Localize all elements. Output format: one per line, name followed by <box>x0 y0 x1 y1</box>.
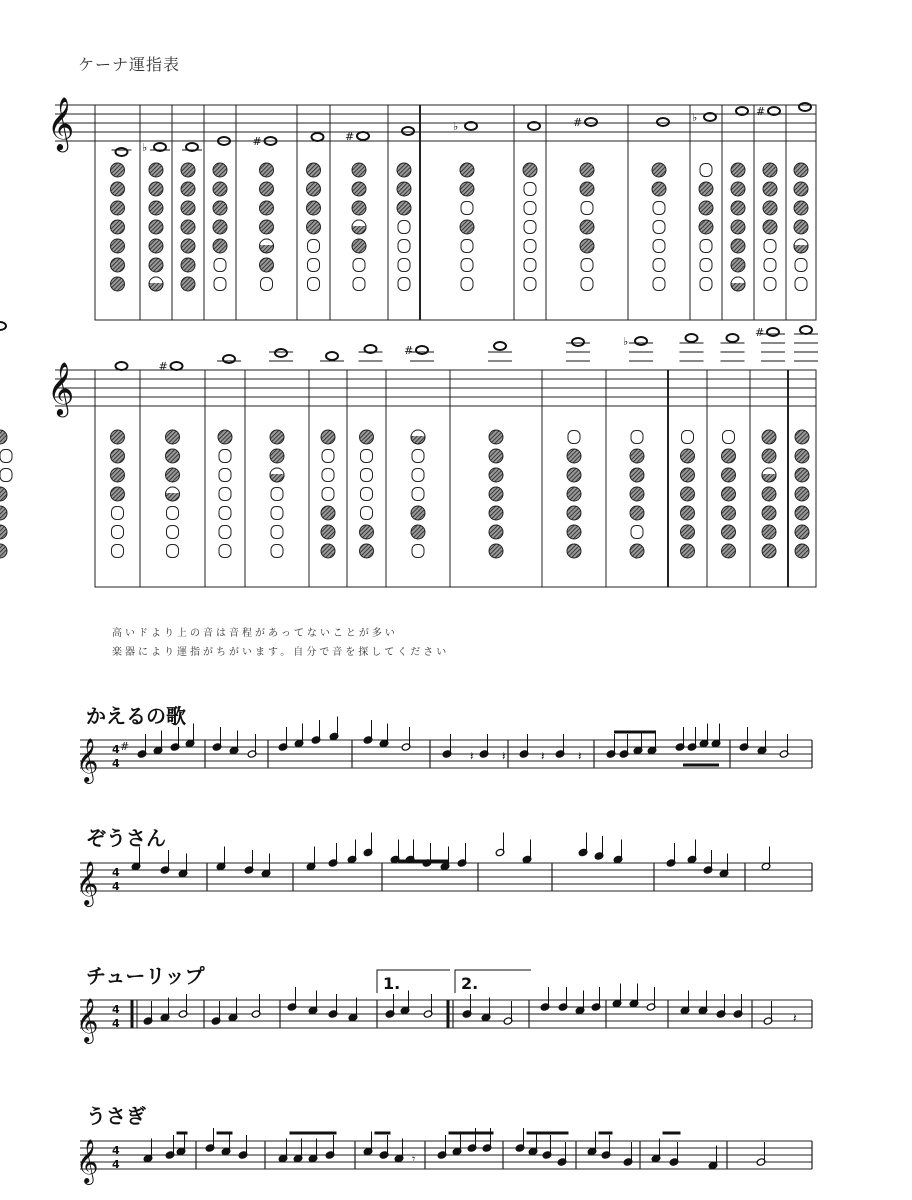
fingering-hole <box>794 163 808 177</box>
fingering-hole <box>722 468 736 482</box>
fingering-hole <box>213 182 227 196</box>
fingering-hole <box>652 182 666 196</box>
fingering-hole <box>652 163 666 177</box>
fingering-hole <box>219 450 231 463</box>
fingering-hole <box>111 258 125 272</box>
fingering-hole <box>112 507 124 520</box>
time-sig-top: 4 <box>112 1144 120 1157</box>
fingering-hole <box>219 507 231 520</box>
song-title-kaeru: かえるの歌 <box>86 704 186 728</box>
fingering-hole <box>681 468 695 482</box>
fingering-hole <box>181 258 195 272</box>
fingering-hole <box>489 544 503 558</box>
fingering-hole <box>111 220 125 234</box>
fingering-hole <box>412 545 424 558</box>
fingering-hole <box>731 201 745 215</box>
fingering-hole <box>352 239 366 253</box>
chart-border <box>95 370 816 587</box>
fingering-hole <box>260 220 274 234</box>
fingering-hole <box>567 544 581 558</box>
fingering-hole <box>653 240 665 253</box>
fingering-hole <box>307 163 321 177</box>
fingering-hole <box>111 163 125 177</box>
rest-icon: 𝄽 <box>578 749 582 763</box>
note-line-1: 高いドより上の音は音程があってないことが多い <box>112 628 398 639</box>
note-head <box>686 334 698 342</box>
time-sig-bottom: 4 <box>112 1158 120 1171</box>
fingering-hole <box>111 239 125 253</box>
key-signature: # <box>120 740 130 753</box>
fingering-hole <box>213 239 227 253</box>
fingering-hole <box>219 545 231 558</box>
fingering-hole <box>181 220 195 234</box>
fingering-hole <box>722 525 736 539</box>
fingering-hole <box>460 163 474 177</box>
fingering-hole <box>731 182 745 196</box>
fingering-hole <box>461 278 473 291</box>
fingering-hole <box>412 469 424 482</box>
fingering-hole <box>307 201 321 215</box>
fingering-hole <box>397 201 411 215</box>
note-head <box>116 148 128 156</box>
fingering-hole <box>653 259 665 272</box>
accidental-sign: # <box>404 344 414 357</box>
fingering-hole <box>700 259 712 272</box>
song-title-zousan: ぞうさん <box>86 826 166 850</box>
fingering-hole <box>112 545 124 558</box>
fingering-hole <box>270 449 284 463</box>
note-head <box>0 322 6 330</box>
fingering-hole <box>111 277 125 291</box>
fingering-hole <box>166 449 180 463</box>
fingering-hole <box>307 220 321 234</box>
fingering-hole <box>795 259 807 272</box>
accidental-sign: # <box>573 116 583 129</box>
fingering-hole <box>219 469 231 482</box>
fingering-hole <box>567 506 581 520</box>
fingering-hole <box>723 431 735 444</box>
note-head <box>416 346 428 354</box>
fingering-hole <box>214 278 226 291</box>
fingering-hole <box>181 239 195 253</box>
fingering-hole-half <box>411 430 425 436</box>
fingering-hole <box>321 430 335 444</box>
fingering-hole <box>308 240 320 253</box>
fingering-hole <box>567 449 581 463</box>
fingering-hole <box>489 525 503 539</box>
fingering-hole <box>361 469 373 482</box>
fingering-hole <box>699 220 713 234</box>
fingering-hole <box>567 468 581 482</box>
fingering-hole <box>631 431 643 444</box>
accidental-sign: ♭ <box>142 141 148 154</box>
fingering-hole <box>524 202 536 215</box>
fingering-hole <box>795 449 809 463</box>
fingering-hole <box>270 430 284 444</box>
fingering-hole <box>398 240 410 253</box>
fingering-hole <box>308 278 320 291</box>
note-head <box>223 355 235 363</box>
fingering-hole <box>213 201 227 215</box>
treble-clef-icon: 𝄞 <box>76 998 99 1042</box>
rest-icon: 𝄽 <box>470 749 474 763</box>
fingering-hole <box>361 450 373 463</box>
note-head <box>727 334 739 342</box>
accidental-sign: ♭ <box>692 111 698 124</box>
fingering-hole <box>361 488 373 501</box>
fingering-hole <box>322 488 334 501</box>
fingering-hole <box>795 506 809 520</box>
fingering-hole <box>308 259 320 272</box>
fingering-hole <box>460 220 474 234</box>
fingering-hole <box>524 240 536 253</box>
fingering-hole <box>260 163 274 177</box>
fingering-hole-half <box>731 277 745 283</box>
fingering-hole <box>111 201 125 215</box>
fingering-hole <box>181 201 195 215</box>
fingering-hole <box>764 240 776 253</box>
fingering-hole <box>731 239 745 253</box>
fingering-hole <box>762 506 776 520</box>
fingering-hole <box>795 544 809 558</box>
fingering-hole <box>795 487 809 501</box>
fingering-hole <box>218 430 232 444</box>
fingering-hole <box>360 430 374 444</box>
fingering-hole <box>763 182 777 196</box>
fingering-hole <box>681 449 695 463</box>
fingering-hole <box>795 430 809 444</box>
fingering-hole <box>461 202 473 215</box>
fingering-hole <box>111 468 125 482</box>
fingering-hole <box>681 487 695 501</box>
note-head <box>312 133 324 141</box>
accidental-sign: # <box>252 135 262 148</box>
fingering-hole <box>700 164 712 177</box>
fingering-hole <box>397 182 411 196</box>
fingering-hole <box>682 431 694 444</box>
time-sig-top: 4 <box>112 866 120 879</box>
note-head <box>402 127 414 135</box>
fingering-hole <box>111 182 125 196</box>
fingering-hole <box>0 487 7 501</box>
rest-icon: 𝄾 <box>412 1152 416 1166</box>
fingering-hole <box>524 259 536 272</box>
fingering-hole <box>166 468 180 482</box>
fingering-hole <box>149 220 163 234</box>
note-head <box>357 132 369 140</box>
fingering-hole <box>181 163 195 177</box>
fingering-hole <box>307 182 321 196</box>
fingering-hole <box>271 488 283 501</box>
fingering-hole <box>762 487 776 501</box>
time-sig-bottom: 4 <box>112 1017 120 1030</box>
fingering-hole <box>489 468 503 482</box>
fingering-hole <box>581 278 593 291</box>
note-head <box>326 352 338 360</box>
fingering-hole <box>260 258 274 272</box>
time-sig-bottom: 4 <box>112 757 120 770</box>
fingering-hole <box>112 526 124 539</box>
fingering-hole <box>722 506 736 520</box>
fingering-hole <box>764 278 776 291</box>
fingering-hole <box>321 525 335 539</box>
fingering-hole <box>653 221 665 234</box>
fingering-hole <box>398 278 410 291</box>
fingering-hole <box>700 240 712 253</box>
fingering-hole <box>213 163 227 177</box>
fingering-hole <box>580 220 594 234</box>
fingering-hole <box>699 201 713 215</box>
fingering-hole <box>111 487 125 501</box>
fingering-hole <box>398 259 410 272</box>
fingering-hole <box>764 259 776 272</box>
fingering-hole <box>360 525 374 539</box>
fingering-hole <box>352 201 366 215</box>
ending-2-label: 2. <box>461 974 479 993</box>
fingering-hole <box>630 449 644 463</box>
fingering-hole <box>360 544 374 558</box>
fingering-hole <box>580 163 594 177</box>
fingering-hole-half <box>149 277 163 283</box>
fingering-hole <box>111 430 125 444</box>
fingering-hole <box>322 469 334 482</box>
fingering-hole <box>353 278 365 291</box>
note-head <box>494 342 506 350</box>
fingering-hole <box>580 239 594 253</box>
fingering-hole <box>722 487 736 501</box>
fingering-hole <box>166 430 180 444</box>
fingering-hole <box>762 449 776 463</box>
fingering-hole <box>681 525 695 539</box>
fingering-hole <box>361 507 373 520</box>
fingering-hole <box>731 163 745 177</box>
fingering-hole <box>795 468 809 482</box>
fingering-hole <box>700 278 712 291</box>
fingering-hole <box>681 506 695 520</box>
fingering-hole <box>149 163 163 177</box>
fingering-hole <box>630 544 644 558</box>
fingering-hole <box>524 278 536 291</box>
fingering-hole <box>489 506 503 520</box>
accidental-sign: ♭ <box>623 335 629 348</box>
fingering-hole <box>630 506 644 520</box>
fingering-hole <box>219 488 231 501</box>
note-head <box>799 103 811 111</box>
treble-clef-icon: 𝄞 <box>47 361 75 415</box>
song-title-usagi: うさぎ <box>86 1104 146 1128</box>
fingering-hole <box>699 182 713 196</box>
treble-clef-icon: 𝄞 <box>76 738 99 782</box>
note-head <box>767 328 779 336</box>
time-sig-bottom: 4 <box>112 880 120 893</box>
treble-clef-icon: 𝄞 <box>76 861 99 905</box>
fingering-hole <box>461 259 473 272</box>
fingering-hole-half <box>270 468 284 474</box>
fingering-hole <box>630 487 644 501</box>
fingering-hole <box>213 220 227 234</box>
fingering-hole <box>567 525 581 539</box>
fingering-hole <box>219 526 231 539</box>
fingering-hole <box>763 220 777 234</box>
fingering-hole <box>461 240 473 253</box>
note-head <box>116 362 128 370</box>
fingering-hole-half <box>260 239 274 245</box>
accidental-sign: # <box>756 105 766 118</box>
treble-clef-icon: 𝄞 <box>76 1139 99 1183</box>
fingering-hole <box>271 507 283 520</box>
accidental-sign: ♭ <box>453 120 459 133</box>
fingering-hole <box>321 544 335 558</box>
fingering-hole <box>762 544 776 558</box>
fingering-hole <box>630 468 644 482</box>
rest-icon: 𝄽 <box>541 749 545 763</box>
fingering-hole <box>261 278 273 291</box>
fingering-hole <box>260 182 274 196</box>
fingering-hole <box>149 201 163 215</box>
fingering-hole <box>722 449 736 463</box>
fingering-hole <box>524 183 536 196</box>
fingering-hole <box>167 545 179 558</box>
song-title-tulip: チューリップ <box>86 964 205 988</box>
fingering-hole-half <box>794 239 808 245</box>
page-title: ケーナ運指表 <box>78 55 181 74</box>
fingering-hole <box>322 450 334 463</box>
note-line-2: 楽器により運指がちがいます。自分で音を探してください <box>112 647 450 658</box>
accidental-sign: # <box>158 360 168 373</box>
fingering-hole <box>352 182 366 196</box>
fingering-hole <box>762 430 776 444</box>
accidental-sign: # <box>345 130 355 143</box>
fingering-hole <box>722 544 736 558</box>
fingering-hole <box>411 506 425 520</box>
fingering-hole <box>0 544 7 558</box>
fingering-hole <box>353 259 365 272</box>
accidental-sign: # <box>755 326 765 339</box>
fingering-hole <box>0 430 7 444</box>
fingering-hole <box>731 258 745 272</box>
fingering-hole <box>631 526 643 539</box>
fingering-hole <box>567 487 581 501</box>
fingering-hole <box>0 450 12 463</box>
fingering-hole <box>794 182 808 196</box>
fingering-hole <box>214 259 226 272</box>
fingering-hole <box>581 259 593 272</box>
fingering-hole <box>167 507 179 520</box>
fingering-hole <box>167 526 179 539</box>
fingering-hole <box>794 201 808 215</box>
fingering-hole <box>149 239 163 253</box>
fingering-hole <box>795 525 809 539</box>
fingering-hole <box>260 201 274 215</box>
fingering-hole <box>397 163 411 177</box>
fingering-hole <box>762 525 776 539</box>
ending-1-label: 1. <box>383 974 401 993</box>
fingering-hole <box>763 201 777 215</box>
note-head <box>572 338 584 346</box>
fingering-hole-half <box>166 487 180 493</box>
fingering-hole <box>568 431 580 444</box>
fingering-hole <box>321 506 335 520</box>
fingering-hole <box>111 449 125 463</box>
treble-clef-icon: 𝄞 <box>47 96 75 150</box>
note-head <box>800 326 812 334</box>
fingering-hole <box>581 202 593 215</box>
note-head <box>635 337 647 345</box>
fingering-hole <box>0 469 12 482</box>
fingering-hole <box>523 163 537 177</box>
fingering-hole <box>580 182 594 196</box>
fingering-hole-half <box>762 468 776 474</box>
fingering-hole <box>795 278 807 291</box>
fingering-hole <box>271 526 283 539</box>
fingering-hole <box>489 487 503 501</box>
note-head <box>657 118 669 126</box>
fingering-hole <box>0 525 7 539</box>
fingering-hole <box>411 525 425 539</box>
fingering-hole <box>149 182 163 196</box>
fingering-hole <box>352 163 366 177</box>
fingering-hole <box>0 506 7 520</box>
fingering-hole <box>149 258 163 272</box>
note-head <box>585 118 597 126</box>
note-head <box>171 362 183 370</box>
fingering-hole <box>794 220 808 234</box>
fingering-hole <box>653 278 665 291</box>
fingering-hole <box>489 430 503 444</box>
fingering-hole <box>681 544 695 558</box>
fingering-hole <box>181 277 195 291</box>
rest-icon: 𝄽 <box>793 1011 797 1025</box>
note-head <box>275 349 287 357</box>
time-sig-top: 4 <box>112 743 120 756</box>
fingering-hole <box>398 221 410 234</box>
fingering-hole <box>489 449 503 463</box>
fingering-hole <box>731 220 745 234</box>
fingering-hole-half <box>352 220 366 226</box>
fingering-hole <box>271 545 283 558</box>
fingering-hole <box>524 221 536 234</box>
fingering-hole <box>460 182 474 196</box>
fingering-hole <box>763 163 777 177</box>
fingering-hole <box>181 182 195 196</box>
fingering-hole <box>653 202 665 215</box>
fingering-hole <box>412 450 424 463</box>
time-sig-top: 4 <box>112 1003 120 1016</box>
rest-icon: 𝄽 <box>502 749 506 763</box>
fingering-hole <box>412 488 424 501</box>
